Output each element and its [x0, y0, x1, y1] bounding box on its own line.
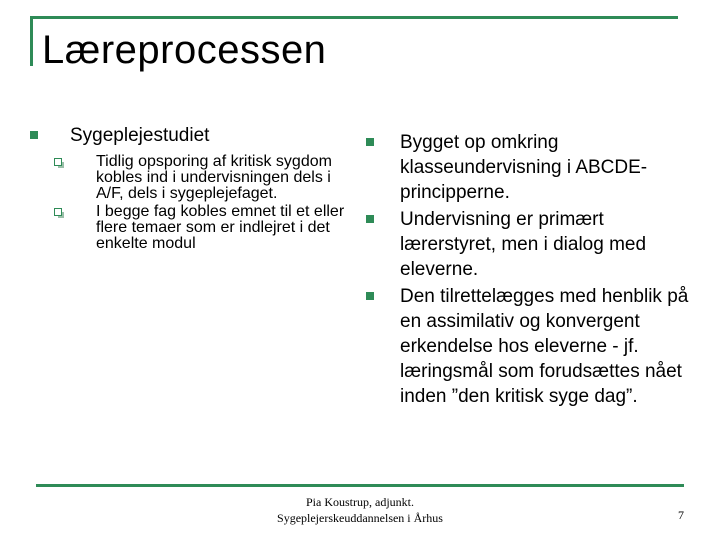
bullet-text: Bygget op omkring klasseundervisning i ABCDE-principperne. [400, 132, 648, 203]
hollow-square-bullet-icon [54, 158, 62, 166]
square-bullet-icon [366, 138, 374, 146]
slide-title: Læreprocessen [42, 28, 327, 72]
left-heading: Sygeplejestudiet [70, 125, 210, 146]
bullet-item [364, 207, 694, 282]
sub-bullet-text: I begge fag kobles emnet til et eller flere temaer som er indlejret i det enkelte modul [96, 203, 345, 252]
bullet-item [364, 130, 694, 205]
bullet-text: Undervisning er primært lærerstyret, men i dialog med eleverne. [400, 209, 647, 280]
footer-author [240, 494, 480, 526]
sub-bullet-item [30, 154, 350, 202]
sub-bullet-item [30, 204, 350, 252]
sub-bullet-text: Tidlig opsporing af kritisk sygdom kobles ind i undervisningen dels i A/F, dels i sygeplejefaget. [96, 153, 332, 202]
left-column [30, 124, 350, 254]
page-number: 7 [678, 508, 684, 522]
square-bullet-icon [366, 215, 374, 223]
square-bullet-icon [366, 292, 374, 300]
bullet-item [364, 284, 694, 409]
sub-bullet-list [30, 154, 350, 252]
right-column [364, 130, 694, 411]
title-rule-left [30, 16, 33, 66]
bullet-text: Den tilrettelægges med henblik på en assimilativ og konvergent erkendelse hos eleverne - jf. læringsmål som forudsættes nået inden ”den kritisk syge dag”. [400, 286, 689, 407]
footer-rule [36, 484, 684, 487]
footer-line-1: Pia Koustrup, adjunkt. [306, 495, 414, 509]
bullet-level1 [30, 124, 350, 148]
square-bullet-icon [30, 131, 38, 139]
footer-line-2: Sygeplejerskeuddannelsen i Århus [277, 511, 443, 525]
title-rule-top [30, 16, 678, 19]
hollow-square-bullet-icon [54, 208, 62, 216]
